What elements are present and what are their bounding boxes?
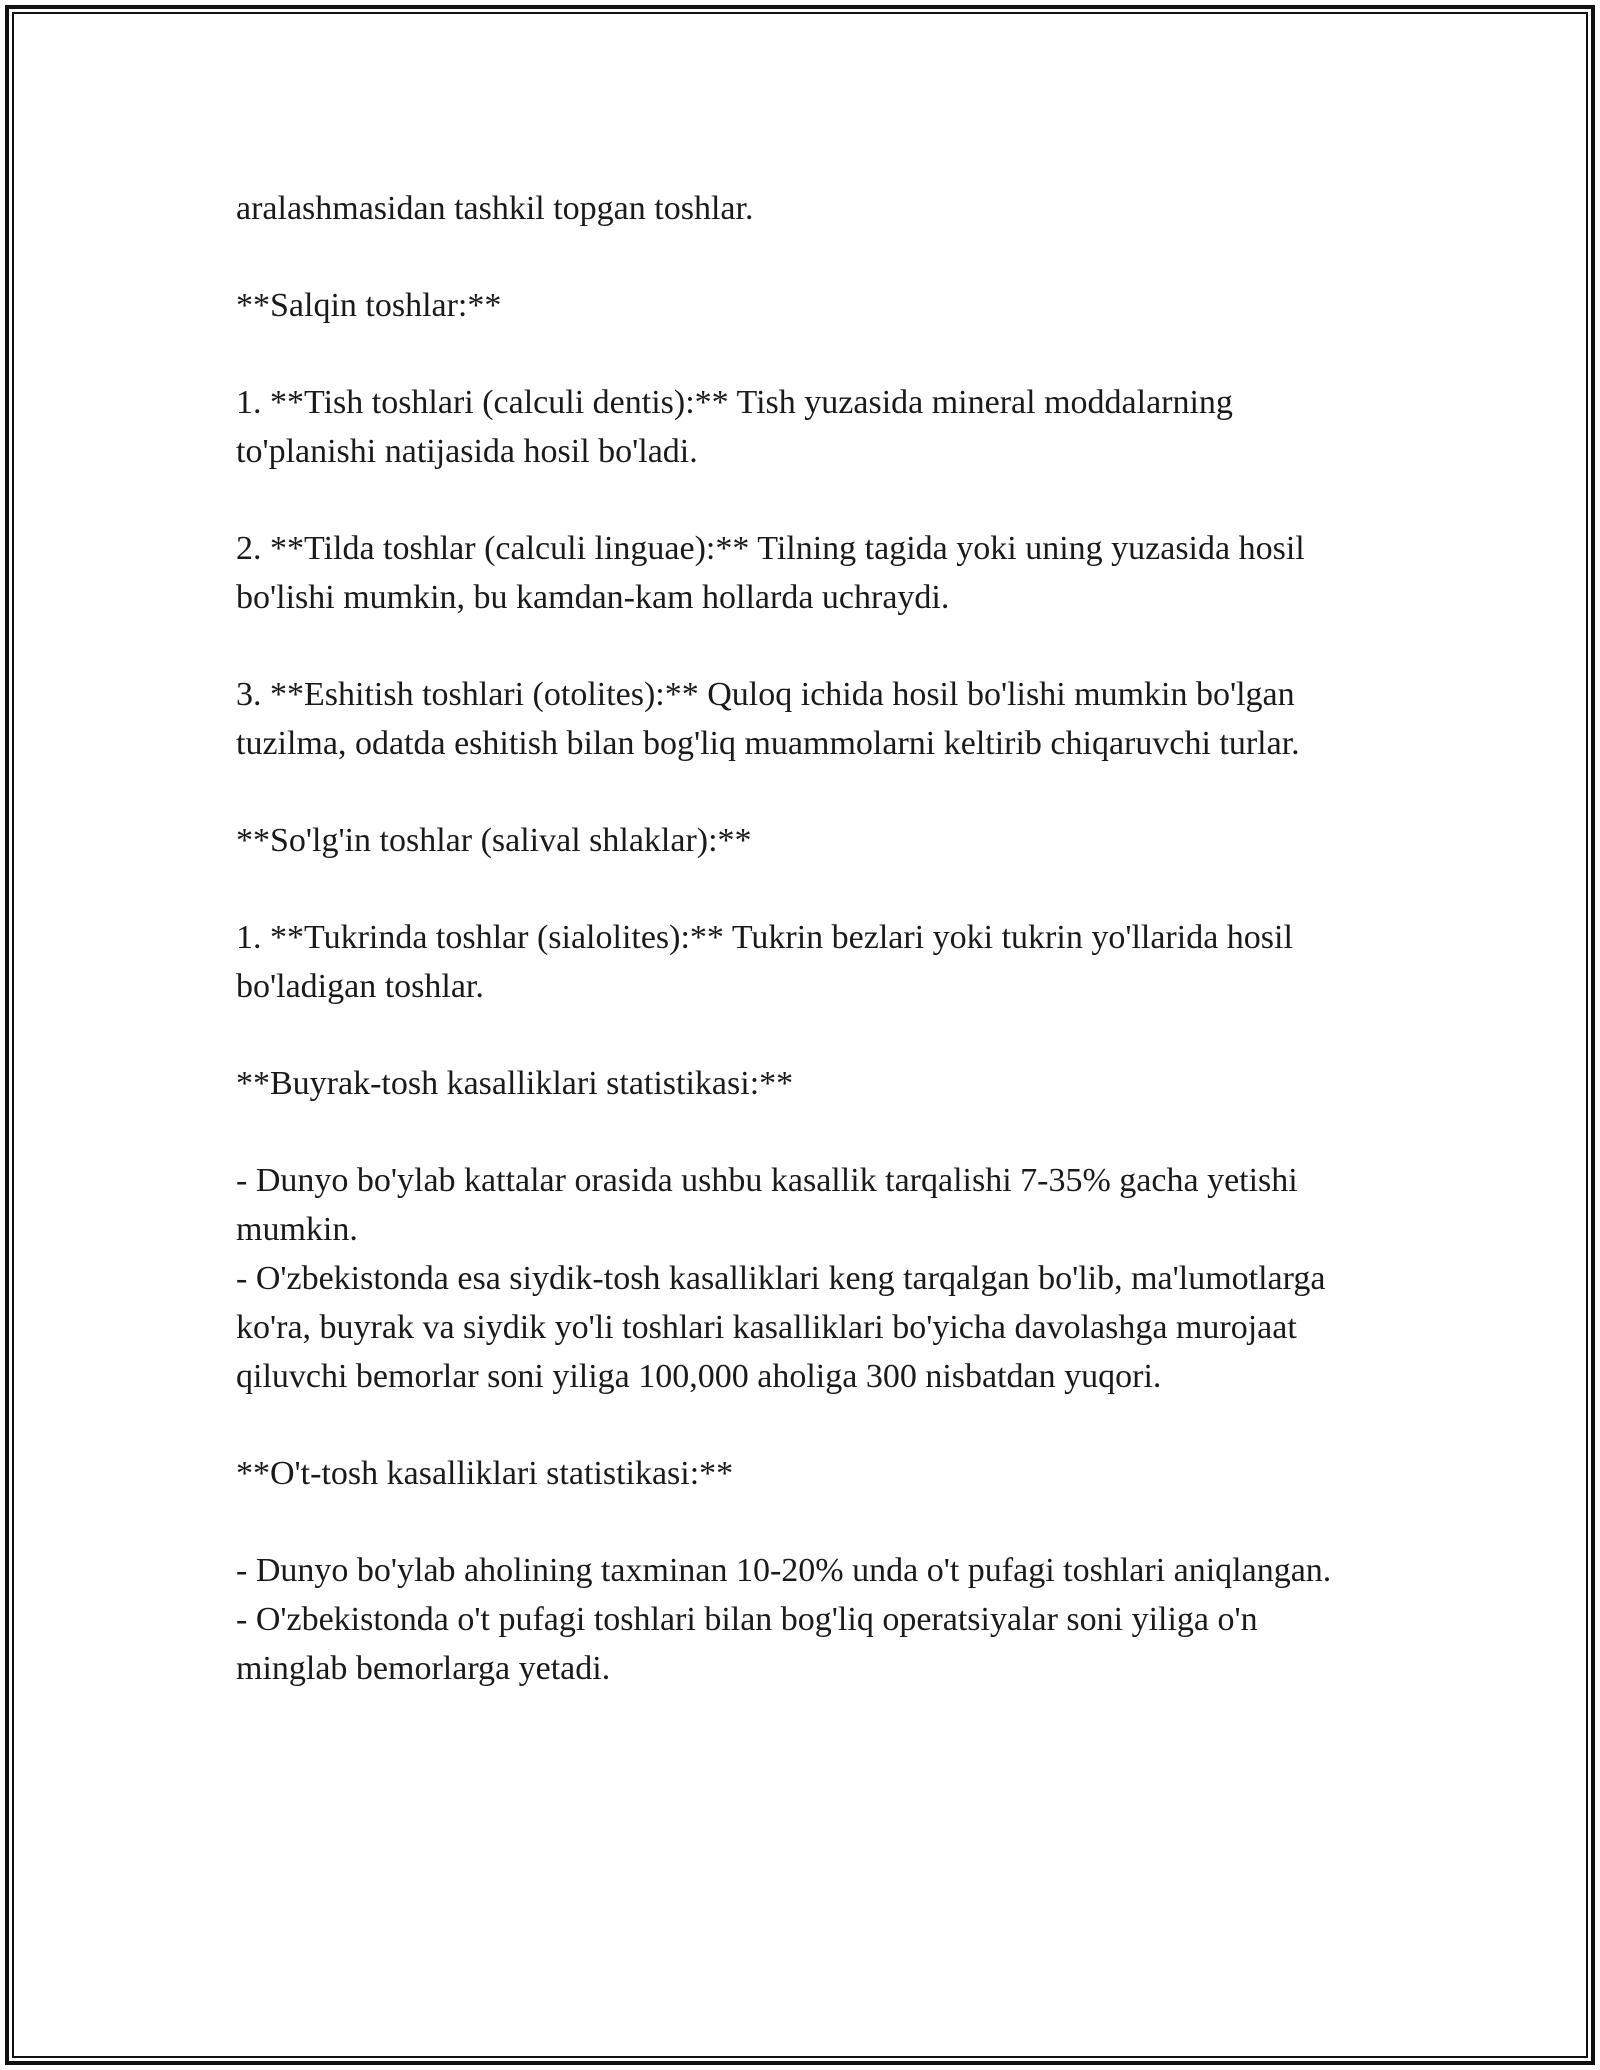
list-item-tukrinda-toshlar: 1. **Tukrinda toshlar (sialolites):** Tukrin bezlari yoki tukrin yo'llarida hosil bo'ladigan toshlar. (236, 919, 1293, 1005)
list-item-tilda-toshlar: 2. **Tilda toshlar (calculi linguae):** Tilning tagida yoki uning yuzasida hosil bo'lishi mumkin, bu kamdan-kam hollarda uchraydi. (236, 530, 1305, 616)
bullet-item: - O'zbekistonda o't pufagi toshlari bilan bog'liq operatsiyalar soni yiliga o'n minglab bemorlarga yetadi. (236, 1601, 1258, 1687)
heading-salqin-toshlar: **Salqin toshlar:** (236, 287, 502, 324)
gallstone-stats-list (236, 1546, 1366, 1693)
document-body (236, 184, 1366, 1741)
heading-ot-tosh-statistikasi: **O't-tosh kasalliklari statistikasi:** (236, 1455, 734, 1492)
bullet-item: - Dunyo bo'ylab kattalar orasida ushbu kasallik tarqalishi 7-35% gacha yetishi mumkin. (236, 1162, 1298, 1248)
list-item-tish-toshlari: 1. **Tish toshlari (calculi dentis):** Tish yuzasida mineral moddalarning to'planishi natijasida hosil bo'ladi. (236, 384, 1233, 470)
heading-buyrak-tosh-statistikasi: **Buyrak-tosh kasalliklari statistikasi:** (236, 1065, 794, 1102)
bullet-item: - Dunyo bo'ylab aholining taxminan 10-20% unda o't pufagi toshlari aniqlangan. (236, 1552, 1332, 1589)
heading-solgin-toshlar: **So'lg'in toshlar (salival shlaklar):** (236, 822, 752, 859)
paragraph-continuation: aralashmasidan tashkil topgan toshlar. (236, 190, 754, 227)
bullet-item: - O'zbekistonda esa siydik-tosh kasalliklari keng tarqalgan bo'lib, ma'lumotlarga ko'ra, buyrak va siydik yo'li toshlari kasalliklari bo'yicha davolashga murojaat qiluvchi bemorlar soni yiliga 100,000 aholiga 300 nisbatdan yuqori. (236, 1260, 1326, 1395)
list-item-eshitish-toshlari: 3. **Eshitish toshlari (otolites):** Quloq ichida hosil bo'lishi mumkin bo'lgan tuzilma, odatda eshitish bilan bog'liq muammolarni keltirib chiqaruvchi turlar. (236, 676, 1300, 762)
kidney-stats-list (236, 1156, 1366, 1401)
